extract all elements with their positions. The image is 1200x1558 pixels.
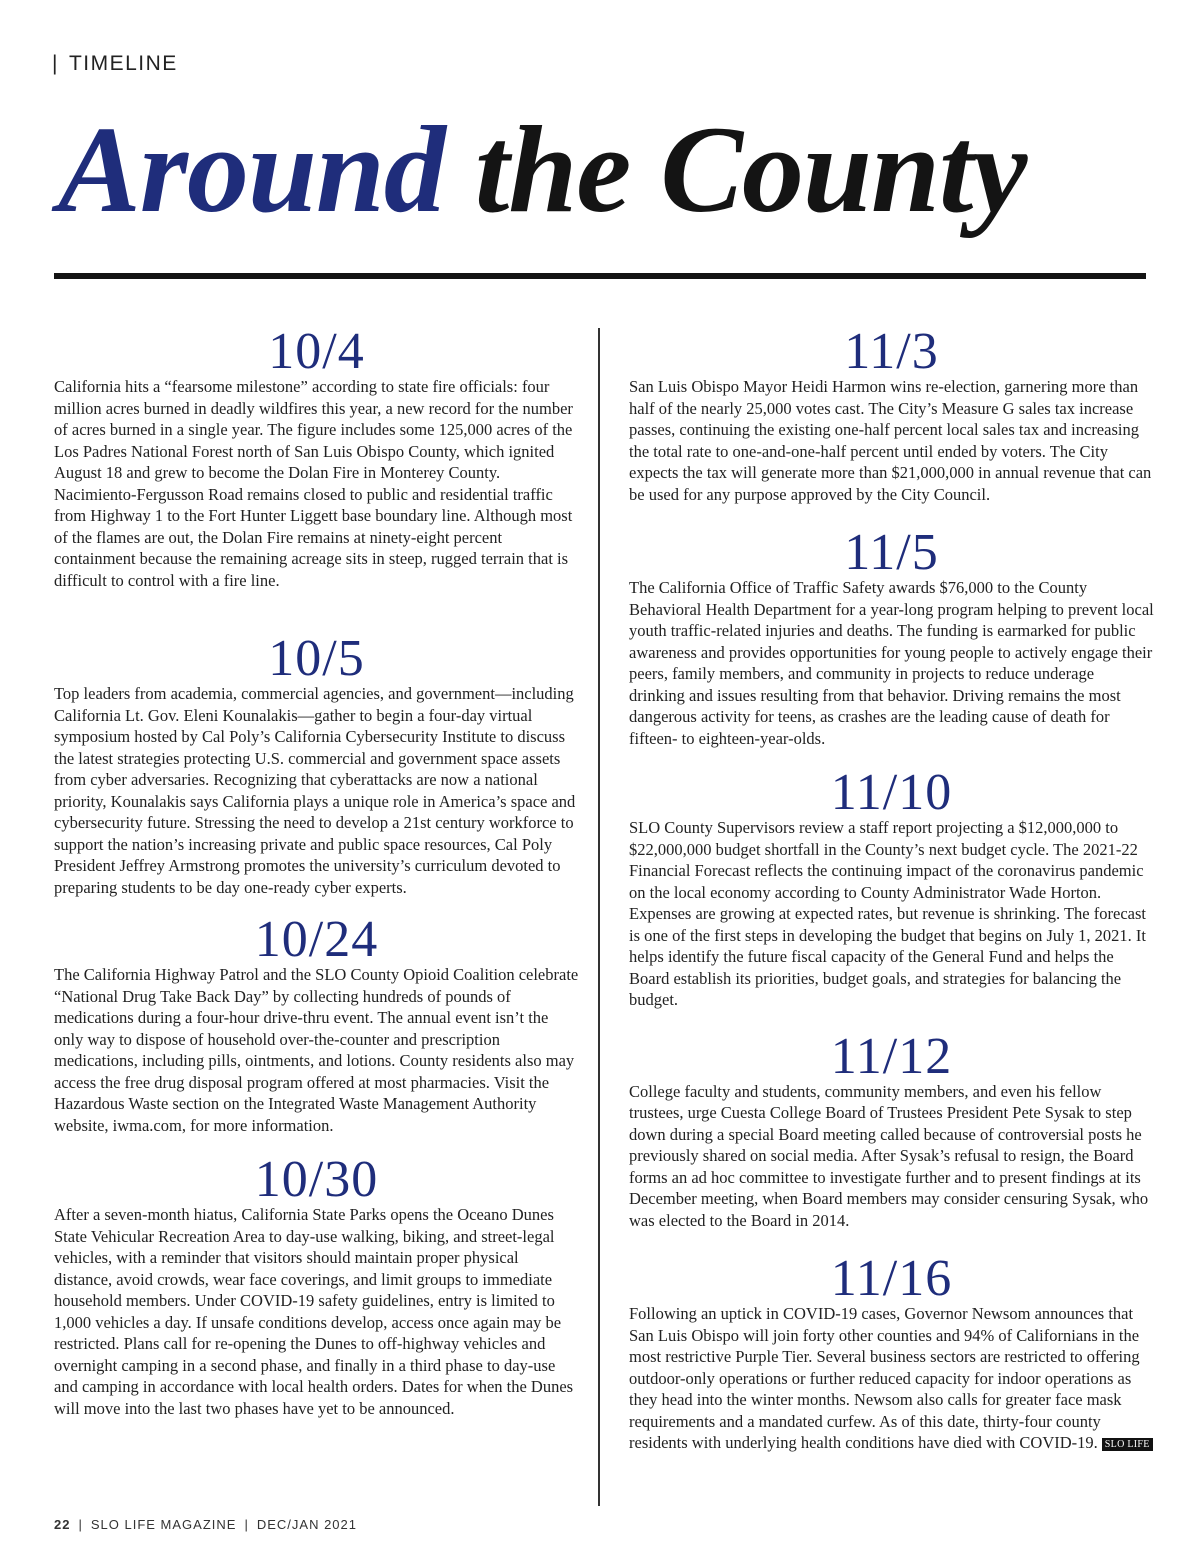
entry-date: 10/30: [254, 1151, 379, 1208]
title-rule: [54, 273, 1146, 279]
issue-date: DEC/JAN 2021: [256, 1517, 357, 1532]
timeline-entry-11-3: [629, 323, 1154, 505]
timeline-entry-10-4: [54, 323, 579, 591]
entry-date: 11/12: [830, 1027, 953, 1085]
right-column: [629, 323, 1154, 1454]
timeline-entry-11-12: [629, 1027, 1154, 1232]
entry-date: 10/24: [254, 911, 379, 968]
entry-date: 11/16: [830, 1250, 953, 1307]
page-number: 22: [54, 1517, 71, 1532]
entry-text: Top leaders from academia, commercial agencies, and government—including California Lt. Gov. Eleni Kounalakis—gather to begin a four-day virtual symposium hosted by Cal Poly’s California Cybersecurity Institute to discuss the latest strategies protecting U.S. commercial and government space assets from cyber adversaries. Recognizing that cyberattacks are now a national priority, Kounalakis says California plays a unique role in America’s space and cybersecurity future. Stressing the need to develop a 21st century workforce to support the nation’s increasing private and public space resources, Cal Poly President Jeffrey Armstrong promotes the university’s curriculum devoted to preparing students to be day one-ready cyber experts.: [54, 684, 576, 897]
page-title: [58, 96, 1026, 245]
entry-date: 11/3: [844, 323, 939, 380]
timeline-entry-11-10: [629, 764, 1154, 1011]
entry-date: 11/10: [830, 764, 953, 821]
entry-text: After a seven-month hiatus, California State Parks opens the Oceano Dunes State Vehicular Recreation Area to day-use walking, biking, and street-legal vehicles, with a reminder that visitors should maintain proper physical distance, avoid crowds, wear face coverings, and limit groups to immediate household members. Under COVID-19 safety guidelines, entry is limited to 1,000 vehicles a day. If unsafe conditions develop, access once again may be restricted. Plans call for re-opening the Dunes to off-highway vehicles and overnight camping in a second phase, and finally in a third phase to day-use and camping in accordance with local health orders. Dates for when the Dunes will move into the last two phases have yet to be announced.: [54, 1205, 574, 1418]
column-divider: [598, 328, 600, 1506]
section-label: [52, 52, 178, 76]
timeline-entry-11-5: [629, 524, 1154, 749]
entry-date: 10/5: [268, 630, 365, 687]
entry-text: SLO County Supervisors review a staff report projecting a $12,000,000 to $22,000,000 budget shortfall in the County’s next budget cycle. The 2021-22 Financial Forecast reflects the continuing impact of the coronavirus pandemic on the local economy according to County Administrator Wade Horton. Expenses are growing at expected rates, but revenue is shrinking. The forecast is one of the first steps in developing the budget that begins on July 1, 2021. It helps identify the future fiscal capacity of the General Fund and helps the Board establish its priorities, budget goals, and strategies for balancing the budget.: [629, 818, 1146, 1009]
entry-text: The California Highway Patrol and the SLO County Opioid Coalition celebrate “National Drug Take Back Day” by collecting hundreds of pounds of medications during a four-hour drive-thru event. The annual event isn’t the only way to dispose of household over-the-counter and prescription medications, including pills, ointments, and lotions. County residents also may access the free drug disposal program offered at most pharmacies. Visit the Hazardous Waste section on the Integrated Waste Management Authority website, iwma.com, for more information.: [54, 965, 579, 1135]
footer-separator: |: [244, 1517, 249, 1532]
timeline-entry-10-30: [54, 1151, 579, 1419]
left-column: [54, 323, 579, 1419]
entry-date: 11/5: [844, 524, 939, 581]
section-label-text: TIMELINE: [68, 52, 178, 75]
page-footer: [54, 1517, 357, 1532]
entry-text: [629, 1303, 1154, 1454]
entry-text: California hits a “fearsome milestone” according to state fire officials: four million acres burned in deadly wildfires this year, a new record for the number of acres burned in a single year. The figure includes some 125,000 acres of the Los Padres National Forest north of San Luis Obispo County, which ignited August 18 and grew to become the Dolan Fire in Monterey County. Nacimiento-Fergusson Road remains closed to public and residential traffic from Highway 1 to the Fort Hunter Liggett base boundary line. Although most of the flames are out, the Dolan Fire remains at ninety-eight percent containment because the remaining acreage sits in steep, rugged terrain that is difficult to control with a fire line.: [54, 377, 573, 590]
publication-name: SLO LIFE MAGAZINE: [90, 1517, 237, 1532]
entry-text-content: Following an uptick in COVID-19 cases, Governor Newsom announces that San Luis Obispo will join forty other counties and 94% of Californians in the most restrictive Purple Tier. Several business sectors are restricted to offering outdoor-only operations or further reduced capacity for indoor operations as they head into the winter months. Newsom also calls for greater face mask requirements and a mandated curfew. As of this date, thirty-four county residents with underlying health conditions have died with COVID-19.: [629, 1304, 1140, 1452]
entry-date: 10/4: [268, 323, 365, 380]
entry-text: San Luis Obispo Mayor Heidi Harmon wins re-election, garnering more than half of the nearly 25,000 votes cast. The City’s Measure G sales tax increase passes, continuing the existing one-half percent local sales tax and increasing the total rate to one-and-one-half percent until ended by voters. The City expects the tax will generate more than $21,000,000 in annual revenue that can be used for any purpose approved by the City Council.: [629, 377, 1152, 504]
footer-separator: |: [78, 1517, 83, 1532]
signoff-logo: SLO LIFE: [1102, 1438, 1153, 1451]
timeline-entry-10-5: [54, 630, 579, 898]
section-label-bar: |: [52, 52, 59, 75]
entry-text: The California Office of Traffic Safety awards $76,000 to the County Behavioral Health Department for a year-long program helping to prevent local youth traffic-related injuries and deaths. The funding is earmarked for public awareness and provides opportunities for young people to actively engage their peers, family members, and community in projects to reduce underage drinking and issues resulting from that behavior. Driving remains the most dangerous activity for teens, as crashes are the leading cause of death for fifteen- to eighteen-year-olds.: [629, 578, 1154, 748]
entry-text: College faculty and students, community members, and even his fellow trustees, urge Cuesta College Board of Trustees President Pete Sysak to step down during a special Board meeting called because of controversial posts he previously shared on social media. After Sysak’s refusal to resign, the Board forms an ad hoc committee to investigate further and to present findings at its December meeting, when Board members may consider censuring Sysak, who was elected to the Board in 2014.: [629, 1081, 1149, 1230]
timeline-entry-11-16: [629, 1250, 1154, 1454]
page-title-accent: Around: [58, 101, 445, 238]
page-title-rest: the County: [474, 101, 1027, 238]
timeline-entry-10-24: [54, 911, 579, 1136]
